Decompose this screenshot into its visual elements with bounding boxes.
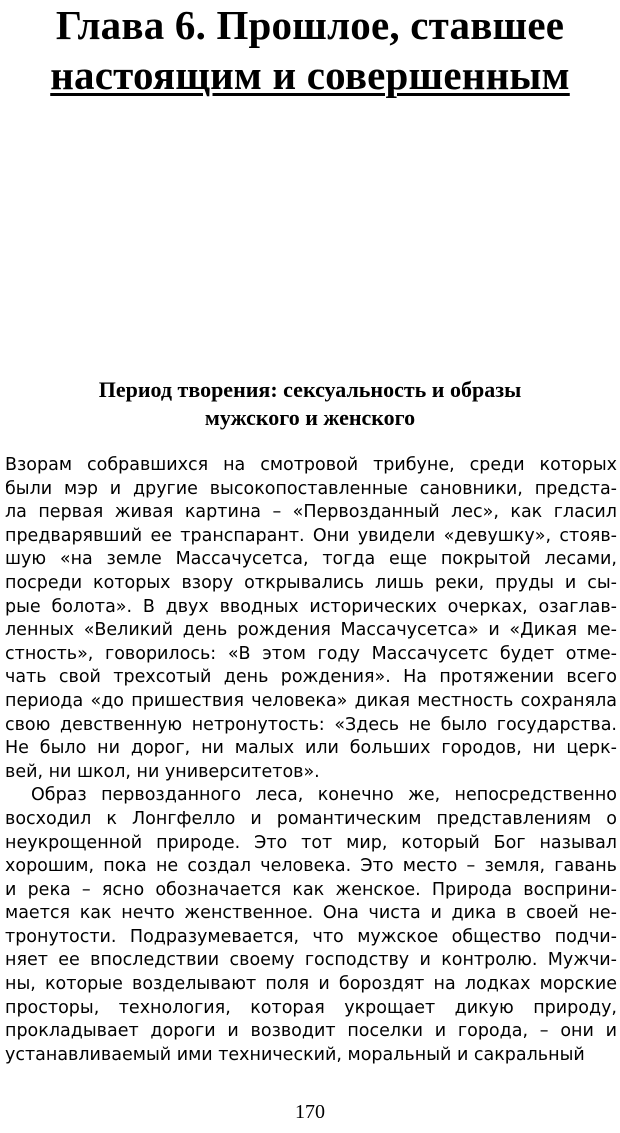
chapter-title [0,0,620,100]
text-line: ны, которые возделывают поля и бороздят на лодках морские [5,974,617,995]
text-line: вей, ни школ, ни университетов». [5,761,320,782]
text-line: восходил к Лонгфелло и романтическим представлениям о [5,808,617,829]
section-heading [0,376,620,432]
text-line: Взорам собравшихся на смотровой трибуне, среди которых [5,455,617,475]
text-line: шую «на земле Массачусетса, тогда еще покрытой лесами, [5,549,617,570]
body-text [5,454,617,1067]
text-line: Не было ни дорог, ни малых или больших городов, ни церк- [5,738,617,759]
paragraph [5,454,617,784]
text-line: были мэр и другие высокопоставленные сановники, предста- [5,478,617,499]
text-line: посреди которых взору открывались лишь реки, пруды и сы- [5,572,617,593]
chapter-title-line-1: Глава 6. Прошлое, ставшее [55,2,565,48]
text-line: тронутости. Подразумевается, что мужское общество подчи- [5,926,617,947]
text-line: и река – ясно обозначается как женское. Природа восприни- [5,879,617,900]
text-line: хорошим, пока не создал человека. Это место – земля, гавань [5,856,617,877]
paragraph [5,784,617,1067]
text-line: периода «до пришествия человека» дикая местность сохраняла [5,690,617,711]
text-line: ленных «Великий день рождения Массачусетса» и «Дикая ме- [5,620,617,641]
text-line: няет ее впоследствии своему господству и контролю. Мужчи- [5,950,617,971]
chapter-title-line-2: настоящим и совершенным [50,52,570,98]
text-line: рые болота». В двух вводных исторических очерках, озаглав- [5,596,617,617]
page-number: 170 [295,1101,325,1123]
text-line: чать свой трехсотый день рождения». На протяжении всего [5,667,617,688]
text-line: неукрощенной природе. Это тот мир, который Бог называл [5,832,617,853]
text-line: ла первая живая картина – «Первозданный лес», как гласил [5,502,617,523]
text-line: предварявший ее транспарант. Они увидели «девушку», стояв- [5,525,617,546]
text-line: мается как нечто женственное. Она чиста и дика в своей не- [5,903,617,924]
section-heading-line-2: мужского и женского [204,405,416,430]
text-line: стность», говорилось: «В этом году Массачусетс будет отме- [5,643,617,664]
text-line: Образ первозданного леса, конечно же, непосредственно [31,785,617,806]
text-line: прокладывает дороги и возводит поселки и города, – они и [5,1021,617,1042]
text-line: устанавливаемый ими технический, моральный и сакральный [5,1044,585,1065]
text-line: свою девственную нетронутость: «Здесь не было государства. [5,714,617,735]
text-line: просторы, технология, которая укрощает дикую природу, [5,997,617,1018]
section-heading-line-1: Период творения: сексуальность и образы [98,377,522,402]
